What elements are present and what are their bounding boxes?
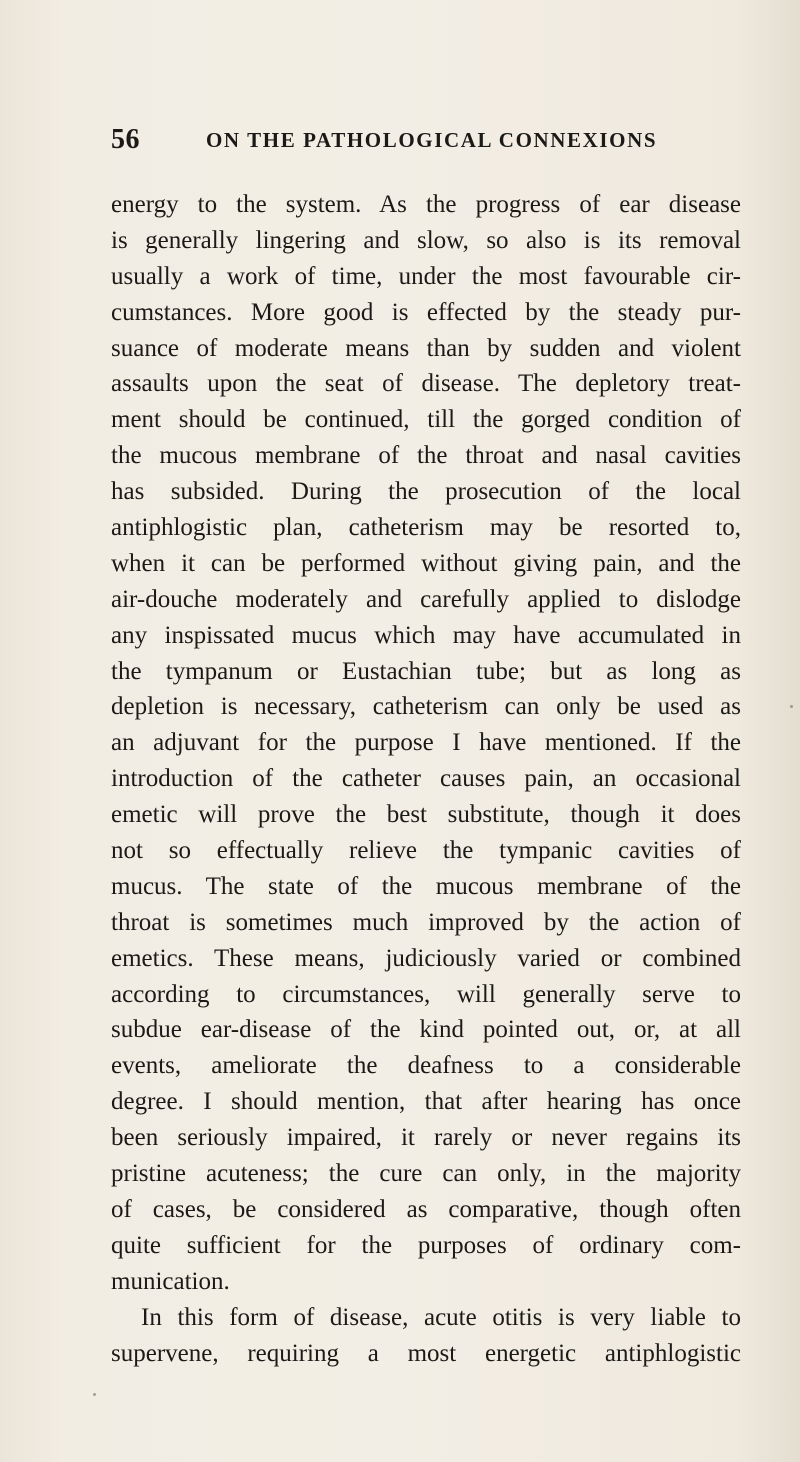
print-speck bbox=[93, 1393, 96, 1396]
body-text bbox=[111, 187, 741, 1371]
text-line: throat is sometimes much improved by the action of bbox=[111, 908, 741, 936]
text-line: according to circumstances, will generally serve to bbox=[111, 980, 741, 1008]
text-line: munication. bbox=[111, 1267, 230, 1295]
text-line: any inspissated mucus which may have accumulated in bbox=[111, 621, 741, 649]
text-line: the tympanum or Eustachian tube; but as long as bbox=[111, 657, 741, 685]
text-line: ment should be continued, till the gorged condition of bbox=[111, 406, 741, 434]
text-line: depletion is necessary, catheterism can only be used as bbox=[111, 693, 741, 721]
print-speck bbox=[790, 705, 793, 708]
text-line: energy to the system. As the progress of ear disease bbox=[111, 191, 741, 218]
text-line: pristine acuteness; the cure can only, in the majority bbox=[111, 1160, 741, 1188]
text-line: mucus. The state of the mucous membrane of the bbox=[111, 872, 741, 900]
text-line: when it can be performed without giving pain, and the bbox=[111, 549, 741, 577]
text-line: air-douche moderately and carefully applied to dislodge bbox=[111, 585, 741, 613]
page-number: 56 bbox=[111, 124, 140, 155]
text-line: is generally lingering and slow, so also is its removal bbox=[111, 226, 741, 254]
text-line: usually a work of time, under the most favourable cir- bbox=[111, 262, 741, 290]
text-line: suance of moderate means than by sudden and violent bbox=[111, 334, 741, 362]
text-line: introduction of the catheter causes pain, an occasional bbox=[111, 765, 741, 793]
paragraph-start-line: In this form of disease, acute otitis is very liable to bbox=[141, 1303, 741, 1331]
text-line: has subsided. During the prosecution of the local bbox=[111, 478, 741, 506]
text-line: emetics. These means, judiciously varied or combined bbox=[111, 944, 741, 972]
running-head bbox=[111, 124, 751, 154]
text-line: antiphlogistic plan, catheterism may be resorted to, bbox=[111, 514, 741, 542]
text-line: of cases, be considered as comparative, though often bbox=[111, 1195, 741, 1223]
text-line: not so effectually relieve the tympanic cavities of bbox=[111, 837, 741, 865]
text-line: quite sufficient for the purposes of ordinary com- bbox=[111, 1231, 741, 1259]
text-line: events, ameliorate the deafness to a considerable bbox=[111, 1052, 741, 1080]
text-line: an adjuvant for the purpose I have mentioned. If the bbox=[111, 729, 741, 757]
text-line: degree. I should mention, that after hearing has once bbox=[111, 1088, 741, 1116]
text-line: cumstances. More good is effected by the steady pur- bbox=[111, 298, 741, 326]
text-line: assaults upon the seat of disease. The depletory treat- bbox=[111, 370, 741, 398]
text-line: subdue ear-disease of the kind pointed out, or, at all bbox=[111, 1016, 741, 1044]
text-line: the mucous membrane of the throat and nasal cavities bbox=[111, 442, 741, 470]
text-line: supervene, requiring a most energetic antiphlogistic bbox=[111, 1339, 741, 1367]
text-line: been seriously impaired, it rarely or never regains its bbox=[111, 1124, 741, 1152]
running-title: ON THE PATHOLOGICAL CONNEXIONS bbox=[206, 128, 658, 152]
text-line: emetic will prove the best substitute, though it does bbox=[111, 801, 741, 829]
